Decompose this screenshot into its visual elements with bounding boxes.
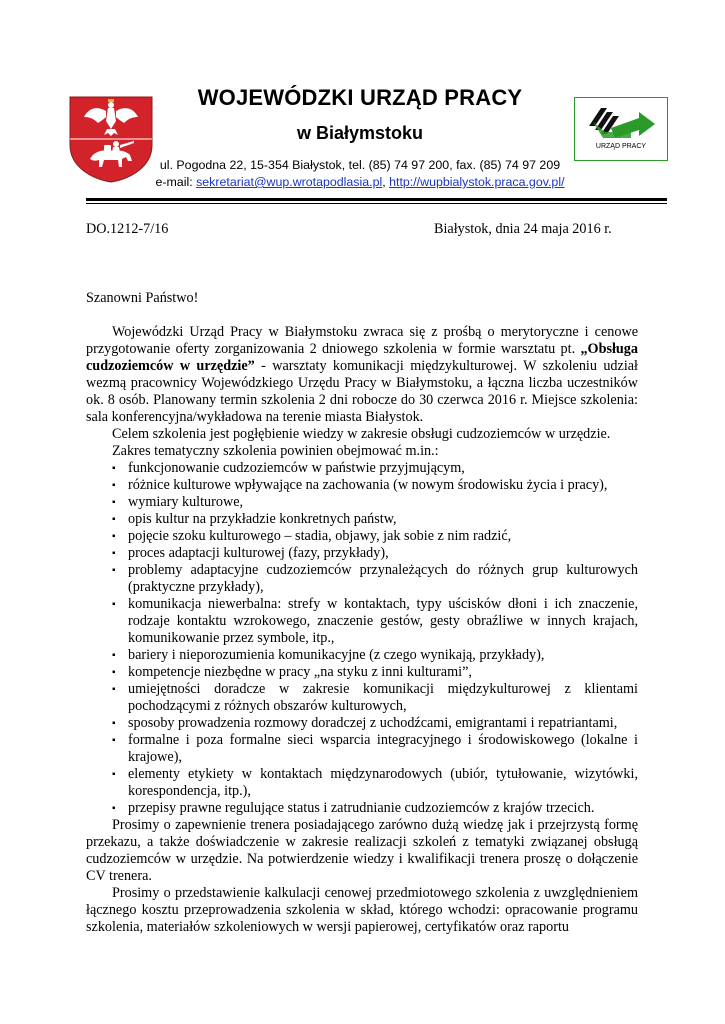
document-date: Białystok, dnia 24 maja 2016 r. [434, 221, 612, 237]
podlaskie-coat-of-arms-icon [68, 95, 154, 183]
list-item-text: formalne i poza formalne sieci wsparcia integracyjnego i środowiskowego (lokalne i krajowe), [128, 732, 638, 765]
list-item-text: bariery i nieporozumienia komunikacyjne (z czego wynikają, przykłady), [128, 647, 545, 663]
contact-line [150, 174, 570, 191]
bullet-icon: ▪ [112, 735, 116, 746]
urzad-pracy-logo-icon [574, 97, 668, 161]
list-item [86, 545, 638, 562]
bullet-icon: ▪ [112, 718, 116, 729]
bullet-icon: ▪ [112, 531, 116, 542]
letter-body [86, 324, 638, 936]
bullet-icon: ▪ [112, 497, 116, 508]
paragraph-trainer: Prosimy o zapewnienie trenera posiadającego zarówno dużą wiedzę jak i przejrzystą formę przekazu, a także doświadczenie w zakresie realizacji szkoleń z tematyki związanej obsługą cudzoziemców w urzędzie. Na potwierdzenie wiedzy i kwalifikacji trenera proszę o dołączenie CV trenera. [86, 817, 638, 884]
list-item-text: wymiary kulturowe, [128, 494, 244, 510]
list-item-text: problemy adaptacyjne cudzoziemców przynależących do różnych grup kulturowych (praktyczne przykłady), [128, 562, 638, 595]
bullet-icon: ▪ [112, 463, 116, 474]
email-link[interactable]: sekretariat@wup.wrotapodlasia.pl [196, 175, 383, 189]
logo-text: URZĄD PRACY [595, 143, 647, 150]
list-item [86, 800, 638, 817]
bullet-icon: ▪ [112, 480, 116, 491]
list-item-text: sposoby prowadzenia rozmowy doradczej z uchodźcami, emigrantami i repatriantami, [128, 715, 618, 731]
bullet-icon: ▪ [112, 548, 116, 559]
contact-block [150, 157, 570, 191]
website-link[interactable]: http://wupbialystok.praca.gov.pl/ [389, 175, 565, 189]
bullet-icon: ▪ [112, 769, 116, 780]
list-item [86, 664, 638, 681]
training-title: „Obsługa cudzoziemców w urzędzie” [86, 341, 638, 374]
list-item-text: różnice kulturowe wpływające na zachowania (w nowym środowisku życia i pracy), [128, 477, 608, 493]
list-item [86, 460, 638, 477]
list-item-text: elementy etykiety w kontaktach międzynarodowych (ubiór, tytułowanie, wizytówki, korespondencja, itp.), [128, 766, 638, 799]
list-item-text: komunikacja niewerbalna: strefy w kontaktach, typy uścisków dłoni i ich znaczenie, rodzaje kontaktu wzrokowego, znaczenie gestów, gesty obraźliwe w innych krajach, komunikowanie przez symbole, itp., [128, 596, 638, 646]
paragraph-pricing: Prosimy o przedstawienie kalkulacji cenowej przedmiotowego szkolenia z uwzględnieniem łącznego kosztu przeprowadzenia szkolenia w skład, którego wchodzi: opracowanie programu szkolenia, materiałów szkoleniowych w wersji papierowej, certyfikatów oraz raportu [86, 885, 638, 935]
bullet-icon: ▪ [112, 599, 116, 610]
list-item-text: umiejętności doradcze w zakresie komunikacji międzykulturowej z klientami pochodzącymi z różnych obszarów kulturowych, [128, 681, 638, 714]
document-reference: DO.1212-7/16 [86, 221, 169, 237]
bullet-icon: ▪ [112, 565, 116, 576]
list-item [86, 562, 638, 596]
header-divider-thick [86, 198, 667, 201]
email-prefix: e-mail: [155, 175, 197, 189]
bullet-icon: ▪ [112, 667, 116, 678]
list-item [86, 511, 638, 528]
list-item-text: kompetencje niezbędne w pracy „na styku z inni kulturami”, [128, 664, 472, 680]
list-item [86, 715, 638, 732]
paragraph-intro [86, 324, 638, 426]
intro-text-cont: - warsztaty komunikacji międzykulturowej. W szkoleniu udział wezmą pracownicy Wojewódzkiego Urzędu Pracy w Białymstoku, a łączna liczba uczestników ok. 8 osób. Planowany termin szkolenia 2 dni robocze do 30 czerwca 2016 r. Miejsce szkolenia: sala konferencyjna/wykładowa na terenie miasta Białystok. [86, 358, 639, 425]
contact-separator: , [382, 175, 390, 189]
list-item-text: opis kultur na przykładzie konkretnych państw, [128, 511, 397, 527]
list-item [86, 681, 638, 715]
topics-list [86, 460, 638, 817]
list-item [86, 732, 638, 766]
list-item [86, 766, 638, 800]
bullet-icon: ▪ [112, 684, 116, 695]
list-item [86, 596, 638, 647]
list-item [86, 647, 638, 664]
list-item-text: funkcjonowanie cudzoziemców w państwie przyjmującym, [128, 460, 465, 476]
bullet-icon: ▪ [112, 803, 116, 814]
paragraph-goal: Celem szkolenia jest pogłębienie wiedzy w zakresie obsługi cudzoziemców w urzędzie. [112, 426, 611, 442]
list-item [86, 477, 638, 494]
list-item [86, 494, 638, 511]
list-item-text: proces adaptacji kulturowej (fazy, przykłady), [128, 545, 389, 561]
intro-text: Wojewódzki Urząd Pracy w Białymstoku zwraca się z prośbą o merytoryczne i cenowe przygotowanie oferty zorganizowania 2 dniowego szkolenia w formie warsztatu pt. [86, 324, 638, 357]
letterhead [0, 0, 725, 210]
list-item-text: pojęcie szoku kulturowego – stadia, objawy, jak sobie z nim radzić, [128, 528, 512, 544]
bullet-icon: ▪ [112, 514, 116, 525]
list-item [86, 528, 638, 545]
paragraph-scope: Zakres tematyczny szkolenia powinien obejmować m.in.: [112, 443, 439, 459]
header-divider-thin [86, 203, 667, 204]
list-item-text: przepisy prawne regulujące status i zatrudnianie cudzoziemców z krajów trzecich. [128, 800, 595, 816]
bullet-icon: ▪ [112, 650, 116, 661]
organization-name: WOJEWÓDZKI URZĄD PRACY [197, 85, 523, 110]
greeting: Szanowni Państwo! [86, 290, 199, 306]
address-line: ul. Pogodna 22, 15-354 Białystok, tel. (85) 74 97 200, fax. (85) 74 97 209 [159, 158, 561, 172]
organization-city: w Białymstoku [296, 123, 424, 143]
